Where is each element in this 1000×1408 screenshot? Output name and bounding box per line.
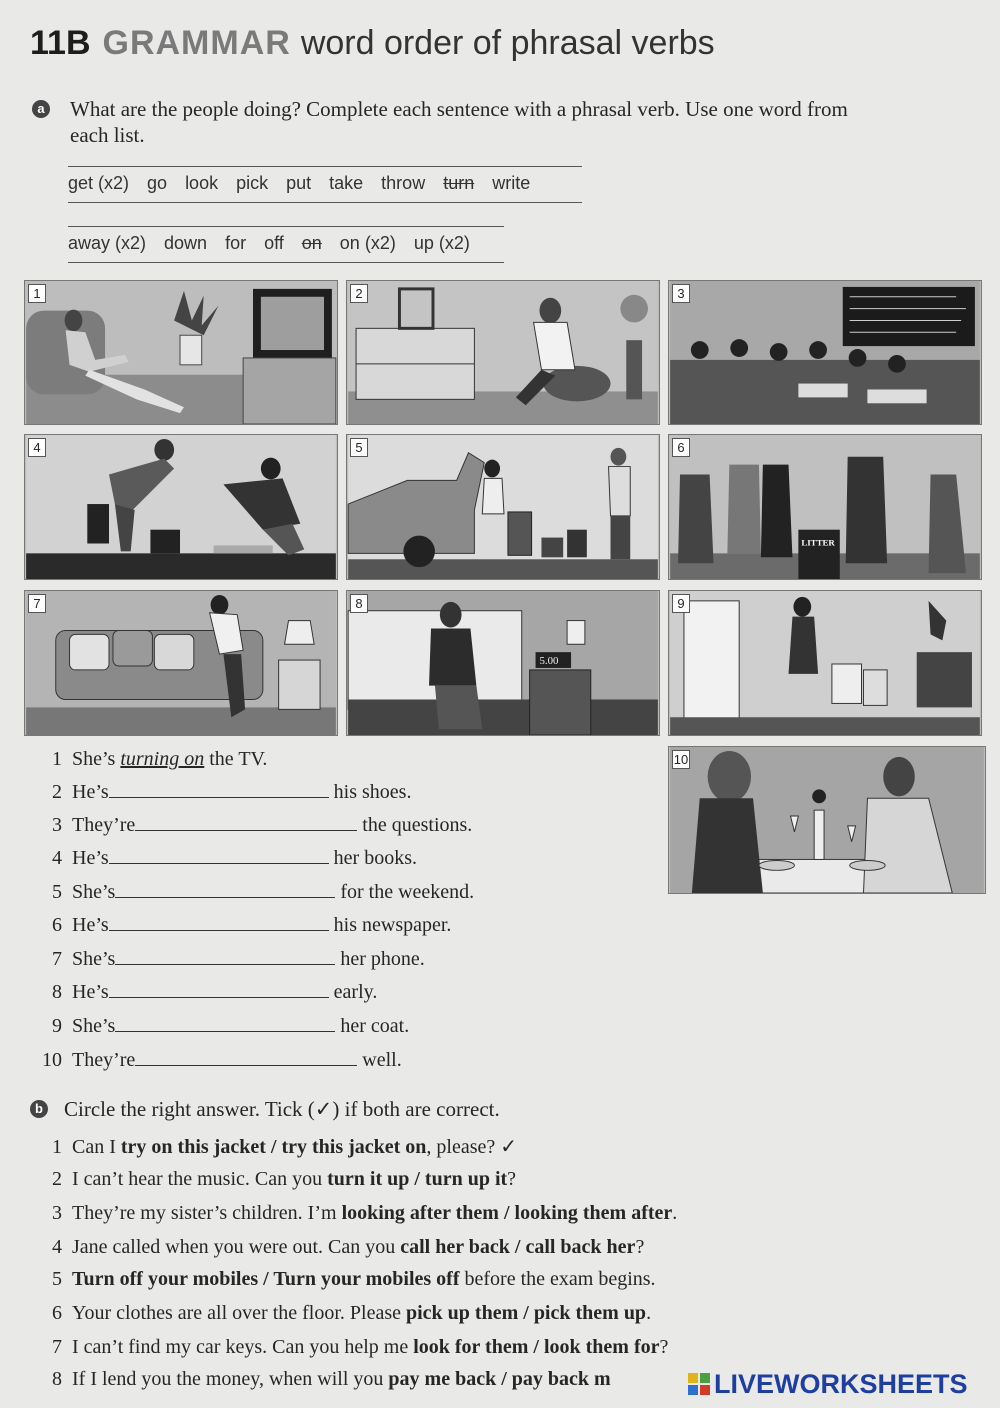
answer-blank[interactable] [135, 1049, 357, 1066]
picture-number: 7 [28, 594, 46, 613]
instruction-line-2: each list. [70, 123, 145, 147]
particle-item: on (x2) [339, 233, 396, 253]
option-2[interactable]: Turn your mobiles off [273, 1268, 460, 1290]
option-2[interactable]: pick them up [533, 1302, 647, 1324]
picture-number: 6 [672, 438, 690, 457]
watermark-text: LIVEWORKSHEETS [714, 1369, 968, 1399]
particle-item-crossed: on [301, 233, 322, 253]
answer-blank[interactable] [135, 814, 357, 831]
sentence-ending: her books. [333, 847, 417, 869]
answer-blank[interactable] [115, 948, 335, 965]
question-ending: ? [635, 1236, 645, 1258]
answer-blank[interactable] [109, 847, 329, 864]
instruction-line-1: What are the people doing? Complete each sentence with a phrasal verb. Use one word from [70, 97, 848, 121]
sentence-1 [30, 748, 267, 771]
woman-taking-off-coat-illustration [669, 591, 981, 735]
verb-item: take [329, 173, 364, 193]
picture-number: 8 [350, 594, 368, 613]
question-number: 2 [52, 1168, 62, 1190]
sentence-ending: for the weekend. [340, 881, 475, 903]
sentence-6 [30, 914, 451, 937]
sentence-subject: He’s [72, 781, 109, 803]
verb-item: go [147, 173, 168, 193]
sentence-ending: the questions. [362, 814, 473, 836]
picture-number: 2 [350, 284, 368, 303]
question-1 [30, 1134, 517, 1159]
option-2[interactable]: pay back m [511, 1368, 611, 1390]
question-ending: , please? ✓ [426, 1136, 518, 1158]
sentence-ending: his shoes. [333, 781, 412, 803]
sentence-4 [30, 847, 417, 870]
sentence-subject: She’s [72, 881, 116, 903]
question-4 [30, 1236, 644, 1259]
question-number: 8 [52, 1368, 62, 1390]
question-text: Your clothes are all over the floor. Please [72, 1302, 406, 1324]
picture-panel-3 [668, 280, 982, 425]
option-2[interactable]: looking them after [514, 1202, 673, 1224]
sentence-number: 1 [52, 748, 62, 770]
sentence-number: 5 [52, 881, 62, 903]
option-1[interactable]: looking after them [341, 1202, 499, 1224]
question-number: 7 [52, 1336, 62, 1358]
answer-blank[interactable] [109, 914, 329, 931]
option-1[interactable]: Turn off your mobiles [72, 1268, 259, 1290]
question-ending: ? [507, 1168, 517, 1190]
option-separator: / [528, 1336, 544, 1358]
man-tying-shoes-illustration [347, 281, 659, 424]
option-separator: / [496, 1368, 512, 1390]
woman-looking-for-phone-illustration [25, 591, 337, 735]
option-1[interactable]: look for them [413, 1336, 529, 1358]
question-8 [30, 1368, 611, 1391]
picture-panel-6 [668, 434, 982, 580]
option-2[interactable]: turn up it [424, 1168, 508, 1190]
option-1[interactable]: pay me back [388, 1368, 497, 1390]
sentence-ending: his newspaper. [333, 914, 452, 936]
clock-readout: 5.00 [539, 654, 559, 667]
sentence-ending: the TV. [209, 748, 268, 770]
picture-panel-9 [668, 590, 982, 736]
sentence-5 [30, 881, 474, 904]
option-1[interactable]: turn it up [327, 1168, 410, 1190]
picture-number: 1 [28, 284, 46, 303]
verb-item: look [185, 173, 219, 193]
option-2[interactable]: call back her [525, 1236, 636, 1258]
sentence-ending: her coat. [340, 1015, 410, 1037]
verb-item: write [492, 173, 531, 193]
question-number: 1 [52, 1136, 62, 1158]
couple-eating-dinner-illustration [669, 747, 985, 893]
liveworksheets-logo [688, 1369, 968, 1400]
particle-list [68, 226, 504, 263]
answer-blank[interactable] [109, 781, 329, 798]
picture-panel-10 [668, 746, 986, 894]
question-text: Can I [72, 1136, 121, 1158]
answer-blank[interactable] [109, 981, 329, 998]
verb-item-crossed: turn [443, 173, 475, 193]
question-text: I can’t hear the music. Can you [72, 1168, 328, 1190]
sentence-subject: They’re [72, 1049, 136, 1071]
option-separator: / [498, 1202, 515, 1224]
section-a-badge: a [32, 100, 50, 118]
picture-panel-7 [24, 590, 338, 736]
sentence-number: 7 [52, 948, 62, 970]
picture-panel-4 [24, 434, 338, 580]
option-separator: / [258, 1268, 274, 1290]
question-number: 4 [52, 1236, 62, 1258]
option-1[interactable]: pick up them [406, 1302, 519, 1324]
option-separator: / [265, 1136, 282, 1158]
picture-number: 3 [672, 284, 690, 303]
verb-item: put [286, 173, 312, 193]
sentence-10 [30, 1049, 402, 1072]
answer-blank[interactable] [115, 1015, 335, 1032]
sentence-subject: He’s [72, 981, 109, 1003]
page-title [30, 24, 715, 63]
picture-panel-1 [24, 280, 338, 425]
sentence-number: 9 [52, 1015, 62, 1037]
sentence-ending: well. [362, 1049, 402, 1071]
verb-item: get (x2) [68, 173, 130, 193]
question-3 [30, 1202, 677, 1225]
picture-number: 4 [28, 438, 46, 457]
bin-label: LITTER [801, 537, 835, 548]
option-1[interactable]: try on this jacket [120, 1136, 266, 1158]
question-number: 5 [52, 1268, 62, 1290]
picking-up-books-illustration [25, 435, 337, 579]
throwing-away-newspaper-illustration [669, 435, 981, 579]
topic-title: word order of phrasal verbs [300, 24, 715, 62]
sentence-number: 10 [42, 1049, 62, 1071]
question-text: If I lend you the money, when will you [72, 1368, 389, 1390]
sentence-ending: her phone. [340, 948, 425, 970]
section-word: GRAMMAR [102, 24, 291, 62]
question-2 [30, 1168, 516, 1191]
question-text: Jane called when you were out. Can you [72, 1236, 401, 1258]
sentence-number: 2 [52, 781, 62, 803]
sentence-subject: He’s [72, 847, 109, 869]
question-text: They’re my sister’s children. I’m [72, 1202, 342, 1224]
man-getting-up-illustration [347, 591, 659, 735]
picture-number: 9 [672, 594, 690, 613]
picture-number: 10 [673, 752, 689, 767]
sentence-subject: She’s [72, 1015, 116, 1037]
particle-item: up (x2) [413, 233, 470, 253]
question-7 [30, 1336, 668, 1359]
question-5 [30, 1268, 656, 1291]
answer-blank[interactable] [115, 881, 335, 898]
option-separator: / [509, 1236, 526, 1258]
picture-panel-5 [346, 434, 660, 580]
sentence-subject: They’re [72, 814, 136, 836]
unit-number: 11B [30, 24, 91, 62]
section-b-badge: b [30, 1100, 48, 1118]
question-6 [30, 1302, 651, 1325]
woman-watching-tv-illustration [25, 281, 337, 424]
liveworksheets-icon [688, 1373, 710, 1395]
sentence-9 [30, 1015, 409, 1038]
sentence-3 [30, 814, 472, 837]
question-text: I can’t find my car keys. Can you help me [72, 1336, 414, 1358]
sentence-number: 3 [52, 814, 62, 836]
option-2[interactable]: try this jacket on [281, 1136, 427, 1158]
particle-item: for [225, 233, 247, 253]
verb-list [68, 166, 582, 203]
particle-item: off [264, 233, 284, 253]
question-ending: . [672, 1202, 678, 1224]
option-2[interactable]: look them for [543, 1336, 660, 1358]
option-1[interactable]: call her back [400, 1236, 510, 1258]
sentence-ending: early. [333, 981, 378, 1003]
question-number: 3 [52, 1202, 62, 1224]
picture-panel-2 [346, 280, 660, 425]
sentence-number: 6 [52, 914, 62, 936]
verb-item: pick [236, 173, 269, 193]
picture-number: 5 [350, 438, 368, 457]
question-number: 6 [52, 1302, 62, 1324]
verb-item: throw [381, 173, 426, 193]
students-exam-illustration [669, 281, 981, 424]
picture-panel-8 [346, 590, 660, 736]
option-separator: / [409, 1168, 425, 1190]
sentence-subject: She’s [72, 948, 116, 970]
option-separator: / [518, 1302, 534, 1324]
sentence-number: 8 [52, 981, 62, 1003]
section-b-instruction: Circle the right answer. Tick (✓) if both are correct. [64, 1097, 500, 1121]
particle-item: down [164, 233, 208, 253]
sentence-subject: He’s [72, 914, 109, 936]
question-ending: before the exam begins. [459, 1268, 656, 1290]
sentence-8 [30, 981, 377, 1004]
example-answer: turning on [120, 748, 205, 770]
question-ending: . [646, 1302, 652, 1324]
sentence-number: 4 [52, 847, 62, 869]
section-a-instruction [70, 96, 848, 148]
sentence-7 [30, 948, 425, 971]
sentence-subject: She’s [72, 748, 116, 770]
sentence-2 [30, 781, 411, 804]
particle-item: away (x2) [68, 233, 147, 253]
question-ending: ? [659, 1336, 669, 1358]
car-trunk-luggage-illustration [347, 435, 659, 579]
